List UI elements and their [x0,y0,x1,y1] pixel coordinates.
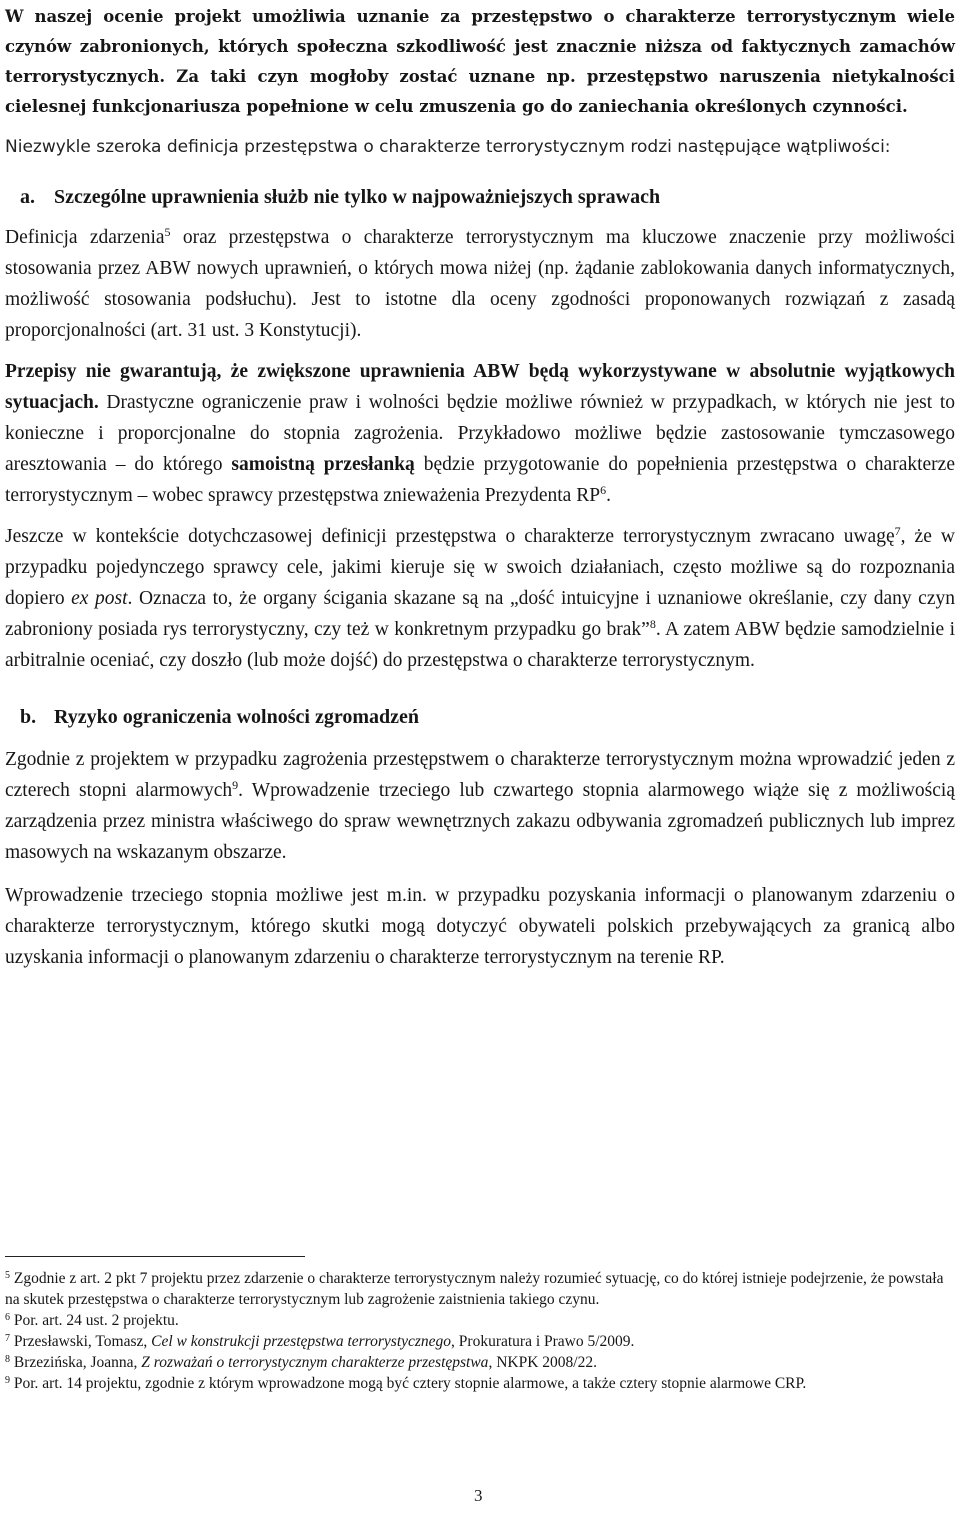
section-a-paragraph-2 [5,356,955,511]
text-run: . [606,485,611,506]
section-b-heading [5,702,955,732]
text-run: , że w przypadku pojedynczego sprawcy cele, jakimi kieruje się w swoich działaniach, często możliwe są do rozpoznania dopiero [5,526,955,609]
section-a-marker: a. [20,186,35,208]
footnote-text: , NKPK 2008/22. [488,1354,597,1371]
footnote-number: 6 [5,1312,10,1323]
definition-note-paragraph: Niezwykle szeroka definicja przestępstwa o charakterze terrorystycznym rodzi następujące wątpliwości: [5,137,891,157]
text-run: Zgodnie z projektem w przypadku zagrożenia przestępstwem o charakterze terrorystycznym można wprowadzić jeden z czterech stopni alarmowych [5,749,955,801]
text-run: . A zatem ABW będzie samodzielnie i arbitralnie oceniać, czy doszło (lub może dojść) do przestępstwa o charakterze terrorystycznym. [5,619,955,671]
page-number: 3 [474,1486,483,1505]
footnote-ref-8: 8 [649,617,656,631]
footnote-8 [5,1352,945,1373]
italic-phrase: ex post [71,588,128,609]
section-a-heading [5,182,955,212]
section-a-paragraph-1 [5,222,955,346]
text-run: oraz przestępstwa o charakterze terrorystycznym ma kluczowe znaczenie przy możliwości stosowania przez ABW nowych uprawnień, o których mowa niżej (np. żądanie zablokowania danych informatycznych, możliwość stosowania podsłuchu). Jest to istotne dla oceny zgodności proponowanych rozwiązań z zasadą proporcjonalności (art. 31 ust. 3 Konstytucji). [5,227,956,341]
section-a-title: Szczególne uprawnienia służb nie tylko w najpoważniejszych sprawach [54,186,661,208]
section-b-title: Ryzyko ograniczenia wolności zgromadzeń [54,706,419,728]
footnote-text: Brzezińska, Joanna, [10,1354,142,1371]
bold-phrase: samoistną przesłanką [231,454,415,475]
footnote-number: 9 [5,1375,10,1386]
footnote-text: , Prokuratura i Prawo 5/2009. [451,1333,635,1350]
section-b-paragraph-2: Wprowadzenie trzeciego stopnia możliwe jest m.in. w przypadku pozyskania informacji o planowanym zdarzeniu o charakterze terrorystycznym, którego skutki mogą dotyczyć obywateli polskich przebywających za granicą albo uzyskania informacji o planowanym zdarzeniu o charakterze terrorystycznym na terenie RP. [5,885,955,968]
footnote-5 [5,1268,945,1310]
footnote-number: 8 [5,1354,10,1365]
document-page [5,0,955,973]
footnote-ref-5: 5 [164,225,171,239]
footnote-title: Cel w konstrukcji przestępstwa terrorystycznego [151,1333,452,1350]
footnote-ref-9: 9 [232,778,239,792]
text-run: będzie przygotowanie do popełnienia przestępstwa o charakterze terrorystycznym – wobec sprawcy przestępstwa znieważenia Prezydenta RP [5,454,955,506]
footnote-6 [5,1310,945,1331]
text-run: . Oznacza to, że organy ścigania skazane są na „dość intuicyjne i uznaniowe określanie, czy dany czyn zabroniony posiada rys terrorystyczny, czy też w konkretnym przypadku go brak” [5,588,955,640]
bold-statement: Przepisy nie gwarantują, że zwiększone uprawnienia ABW będą wykorzystywane w absolutnie wyjątkowych sytuacjach. [5,361,955,413]
footnote-number: 5 [5,1270,10,1281]
footnote-text: Por. art. 14 projektu, zgodnie z którym wprowadzone mogą być cztery stopnie alarmowe, a także cztery stopnie alarmowe CRP. [10,1375,807,1392]
footnote-ref-6: 6 [600,483,607,497]
footnote-text: Przesławski, Tomasz, [10,1333,152,1350]
text-run: Jeszcze w kontekście dotychczasowej definicji przestępstwa o charakterze terrorystycznym zwracano uwagę [5,526,895,547]
footnote-text: Zgodnie z art. 2 pkt 7 projektu przez zdarzenie o charakterze terrorystycznym należy rozumieć sytuację, co do której istnieje podejrzenie, że powstała na skutek przestępstwa o charakterze terrorystycznym lub zagrożenie zaistnienia takiego czynu. [5,1270,944,1308]
footnotes [5,1268,945,1394]
section-a-paragraph-3 [5,521,955,676]
footnote-separator [5,1256,305,1257]
footnote-9 [5,1373,945,1394]
section-b-marker: b. [20,706,37,728]
intro-paragraph: W naszej ocenie projekt umożliwia uznanie za przestępstwo o charakterze terrorystycznym wiele czynów zabronionych, których społeczna szkodliwość jest znacznie niższa od faktycznych zamachów terrorystycznych. Za taki czyn mogłoby zostać uznane np. przestępstwo naruszenia nietykalności cielesnej funkcjonariusza popełnione w celu zmuszenia go do zaniechania określonych czynności. [5,7,955,116]
footnote-text: Por. art. 24 ust. 2 projektu. [10,1312,179,1329]
footnote-title: Z rozważań o terrorystycznym charakterze przestępstwa [141,1354,489,1371]
footnote-ref-7: 7 [894,524,901,538]
section-b-paragraph-1 [5,744,955,868]
text-run: Drastyczne ograniczenie praw i wolności będzie możliwe również w przypadkach, w których nie jest to konieczne i proporcjonalne do stopnia zagrożenia. Przykładowo możliwe będzie zastosowanie tymczasowego aresztowania – do którego [5,392,955,475]
footnote-number: 7 [5,1333,10,1344]
footnote-7 [5,1331,945,1352]
text-run: Definicja zdarzenia [5,227,165,248]
text-run: . Wprowadzenie trzeciego lub czwartego stopnia alarmowego wiąże się z możliwością zarządzenia przez ministra właściwego do spraw wewnętrznych zakazu odbywania zgromadzeń publicznych lub imprez masowych na wskazanym obszarze. [5,780,955,863]
